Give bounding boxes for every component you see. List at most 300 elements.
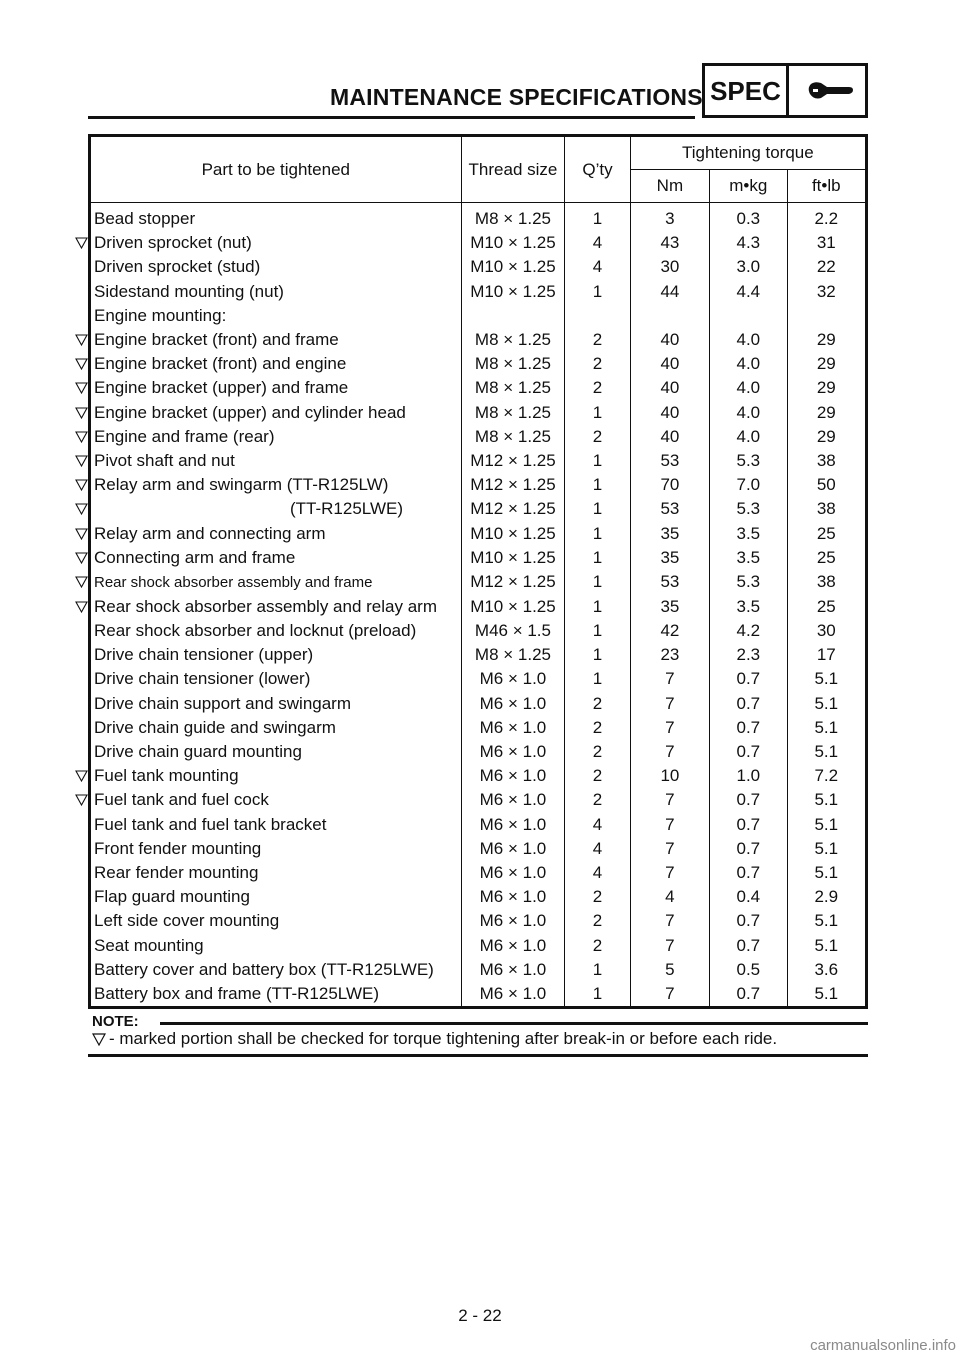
mkg-cell: 4.4 — [710, 280, 788, 304]
table-row — [90, 619, 867, 643]
table-row — [90, 280, 867, 304]
thread-cell: M6 × 1.0 — [461, 837, 565, 861]
table-row — [90, 231, 867, 255]
part-cell — [90, 885, 462, 909]
thread-cell: M12 × 1.25 — [461, 570, 565, 595]
qty-cell: 1 — [565, 958, 630, 982]
ftlb-cell: 30 — [787, 619, 866, 643]
qty-cell: 1 — [565, 497, 630, 521]
ftlb-cell: 29 — [787, 425, 866, 449]
ftlb-cell: 17 — [787, 643, 866, 667]
qty-cell: 1 — [565, 203, 630, 232]
thread-cell: M6 × 1.0 — [461, 933, 565, 957]
page-title: MAINTENANCE SPECIFICATIONS — [330, 84, 703, 110]
thread-cell: M6 × 1.0 — [461, 740, 565, 764]
thread-cell — [461, 304, 565, 328]
table-row — [90, 255, 867, 279]
col-header-ftlb: ft•lb — [787, 170, 866, 203]
note-text: - marked portion shall be checked for torque tightening after break-in or before each ride. — [109, 1029, 778, 1048]
part-cell — [90, 764, 462, 788]
mkg-cell: 0.7 — [710, 740, 788, 764]
nm-cell: 7 — [630, 788, 709, 812]
triangle-mark-icon — [75, 358, 87, 370]
qty-cell: 1 — [565, 595, 630, 619]
part-label: Battery box and frame (TT-R125LWE) — [94, 983, 380, 1003]
nm-cell: 7 — [630, 837, 709, 861]
thread-cell: M6 × 1.0 — [461, 813, 565, 837]
ftlb-cell: 5.1 — [787, 982, 866, 1008]
thread-cell: M6 × 1.0 — [461, 982, 565, 1008]
part-cell — [90, 473, 462, 497]
mkg-cell: 0.7 — [710, 692, 788, 716]
mkg-cell: 0.7 — [710, 909, 788, 933]
thread-cell: M6 × 1.0 — [461, 861, 565, 885]
mkg-cell: 4.2 — [710, 619, 788, 643]
triangle-mark-icon — [75, 794, 87, 806]
thread-cell: M8 × 1.25 — [461, 643, 565, 667]
part-label: Relay arm and swingarm (TT-R125LW) — [94, 475, 389, 495]
mkg-cell: 0.7 — [710, 837, 788, 861]
col-header-torque: Tightening torque — [630, 136, 866, 170]
qty-cell: 2 — [565, 692, 630, 716]
qty-cell: 2 — [565, 425, 630, 449]
ftlb-cell: 5.1 — [787, 813, 866, 837]
part-label: Fuel tank and fuel cock — [94, 790, 269, 810]
part-label: (TT-R125LWE) — [290, 499, 404, 519]
wrench-badge — [786, 63, 868, 118]
table-row — [90, 401, 867, 425]
thread-cell: M6 × 1.0 — [461, 716, 565, 740]
part-label: Battery cover and battery box (TT-R125LWE) — [94, 959, 434, 979]
qty-cell: 1 — [565, 521, 630, 545]
thread-cell: M8 × 1.25 — [461, 352, 565, 376]
mkg-cell: 4.0 — [710, 401, 788, 425]
qty-cell: 2 — [565, 885, 630, 909]
table-row — [90, 203, 867, 232]
ftlb-cell: 7.2 — [787, 764, 866, 788]
table-row — [90, 570, 867, 595]
mkg-cell: 7.0 — [710, 473, 788, 497]
nm-cell: 35 — [630, 595, 709, 619]
table-row — [90, 813, 867, 837]
part-label: Drive chain guide and swingarm — [94, 717, 336, 737]
nm-cell: 7 — [630, 667, 709, 691]
ftlb-cell: 38 — [787, 497, 866, 521]
ftlb-cell: 5.1 — [787, 909, 866, 933]
part-cell — [90, 692, 462, 716]
nm-cell: 10 — [630, 764, 709, 788]
nm-cell: 23 — [630, 643, 709, 667]
qty-cell: 4 — [565, 231, 630, 255]
triangle-mark-icon — [75, 382, 87, 394]
part-cell — [90, 280, 462, 304]
nm-cell: 30 — [630, 255, 709, 279]
ftlb-cell: 3.6 — [787, 958, 866, 982]
thread-cell: M10 × 1.25 — [461, 521, 565, 545]
table-row — [90, 595, 867, 619]
ftlb-cell: 5.1 — [787, 716, 866, 740]
triangle-mark-icon — [75, 528, 87, 540]
nm-cell: 40 — [630, 352, 709, 376]
table-row — [90, 982, 867, 1008]
triangle-mark-icon — [75, 601, 87, 613]
ftlb-cell: 29 — [787, 328, 866, 352]
triangle-mark-icon — [75, 770, 87, 782]
mkg-cell: 3.5 — [710, 595, 788, 619]
qty-cell: 1 — [565, 546, 630, 570]
qty-cell — [565, 304, 630, 328]
part-label: Relay arm and connecting arm — [94, 523, 326, 543]
table-row — [90, 473, 867, 497]
qty-cell: 1 — [565, 667, 630, 691]
part-cell — [90, 328, 462, 352]
ftlb-cell: 38 — [787, 570, 866, 595]
ftlb-cell: 29 — [787, 352, 866, 376]
triangle-mark-icon — [75, 576, 87, 588]
part-cell — [90, 861, 462, 885]
nm-cell — [630, 304, 709, 328]
mkg-cell: 3.0 — [710, 255, 788, 279]
thread-cell: M10 × 1.25 — [461, 255, 565, 279]
table-row — [90, 497, 867, 521]
nm-cell: 7 — [630, 740, 709, 764]
part-label: Seat mounting — [94, 935, 204, 955]
qty-cell: 2 — [565, 740, 630, 764]
col-header-thread: Thread size — [461, 136, 565, 203]
nm-cell: 35 — [630, 521, 709, 545]
table-row — [90, 425, 867, 449]
ftlb-cell: 2.9 — [787, 885, 866, 909]
qty-cell: 1 — [565, 643, 630, 667]
table-row — [90, 716, 867, 740]
part-label: Drive chain tensioner (lower) — [94, 669, 311, 689]
qty-cell: 1 — [565, 401, 630, 425]
part-cell — [90, 255, 462, 279]
qty-cell: 4 — [565, 837, 630, 861]
thread-cell: M6 × 1.0 — [461, 788, 565, 812]
mkg-cell: 1.0 — [710, 764, 788, 788]
mkg-cell: 2.3 — [710, 643, 788, 667]
qty-cell: 1 — [565, 473, 630, 497]
qty-cell: 2 — [565, 716, 630, 740]
part-cell — [90, 740, 462, 764]
nm-cell: 40 — [630, 376, 709, 400]
table-row — [90, 328, 867, 352]
mkg-cell: 0.7 — [710, 861, 788, 885]
thread-cell: M8 × 1.25 — [461, 401, 565, 425]
ftlb-cell: 5.1 — [787, 933, 866, 957]
note-rule — [160, 1022, 868, 1025]
note-rule-bottom — [88, 1054, 868, 1057]
thread-cell: M8 × 1.25 — [461, 203, 565, 232]
nm-cell: 44 — [630, 280, 709, 304]
nm-cell: 7 — [630, 716, 709, 740]
ftlb-cell — [787, 304, 866, 328]
table-row — [90, 376, 867, 400]
triangle-mark-icon — [75, 407, 87, 419]
thread-cell: M10 × 1.25 — [461, 280, 565, 304]
thread-cell: M10 × 1.25 — [461, 231, 565, 255]
mkg-cell: 0.7 — [710, 716, 788, 740]
part-cell — [90, 497, 462, 521]
mkg-cell: 0.7 — [710, 813, 788, 837]
part-cell — [90, 716, 462, 740]
torque-table — [88, 134, 868, 1009]
qty-cell: 2 — [565, 909, 630, 933]
part-label: Drive chain support and swingarm — [94, 693, 352, 713]
table-row — [90, 449, 867, 473]
table-row — [90, 837, 867, 861]
part-cell — [90, 619, 462, 643]
qty-cell: 2 — [565, 764, 630, 788]
thread-cell: M12 × 1.25 — [461, 497, 565, 521]
thread-cell: M6 × 1.0 — [461, 692, 565, 716]
nm-cell: 70 — [630, 473, 709, 497]
part-label: Fuel tank mounting — [94, 766, 239, 786]
part-cell — [90, 982, 462, 1008]
part-cell — [90, 788, 462, 812]
mkg-cell: 3.5 — [710, 521, 788, 545]
part-label: Pivot shaft and nut — [94, 450, 235, 470]
mkg-cell: 0.5 — [710, 958, 788, 982]
ftlb-cell: 22 — [787, 255, 866, 279]
table-row — [90, 692, 867, 716]
qty-cell: 2 — [565, 328, 630, 352]
part-cell — [90, 958, 462, 982]
ftlb-cell: 5.1 — [787, 837, 866, 861]
ftlb-cell: 25 — [787, 521, 866, 545]
part-label: Drive chain guard mounting — [94, 742, 302, 762]
nm-cell: 40 — [630, 328, 709, 352]
page-number: 2 - 22 — [458, 1306, 502, 1325]
mkg-cell: 0.7 — [710, 788, 788, 812]
nm-cell: 43 — [630, 231, 709, 255]
thread-cell: M6 × 1.0 — [461, 958, 565, 982]
triangle-mark-icon — [75, 503, 87, 515]
spec-badge: SPEC — [702, 63, 789, 118]
nm-cell: 7 — [630, 861, 709, 885]
thread-cell: M12 × 1.25 — [461, 449, 565, 473]
part-cell — [90, 546, 462, 570]
table-row — [90, 521, 867, 545]
part-cell — [90, 595, 462, 619]
part-cell — [90, 376, 462, 400]
ftlb-cell: 32 — [787, 280, 866, 304]
mkg-cell: 0.7 — [710, 667, 788, 691]
mkg-cell: 0.3 — [710, 203, 788, 232]
thread-cell: M6 × 1.0 — [461, 885, 565, 909]
thread-cell: M6 × 1.0 — [461, 764, 565, 788]
part-label: Drive chain tensioner (upper) — [94, 645, 314, 665]
part-cell — [90, 231, 462, 255]
table-row — [90, 909, 867, 933]
thread-cell: M6 × 1.0 — [461, 667, 565, 691]
ftlb-cell: 5.1 — [787, 861, 866, 885]
qty-cell: 1 — [565, 280, 630, 304]
part-label: Driven sprocket (nut) — [94, 233, 252, 253]
mkg-cell: 5.3 — [710, 497, 788, 521]
part-label: Rear shock absorber assembly and relay arm — [94, 596, 437, 616]
nm-cell: 5 — [630, 958, 709, 982]
triangle-mark-icon — [75, 455, 87, 467]
nm-cell: 40 — [630, 425, 709, 449]
part-label: Engine bracket (front) and frame — [94, 330, 339, 350]
part-label: Flap guard mounting — [94, 887, 250, 907]
part-cell — [90, 643, 462, 667]
part-label: Engine mounting: — [94, 305, 227, 325]
part-cell — [90, 667, 462, 691]
triangle-mark-icon — [75, 431, 87, 443]
part-cell — [90, 449, 462, 473]
ftlb-cell: 5.1 — [787, 667, 866, 691]
table-row — [90, 546, 867, 570]
table-row — [90, 861, 867, 885]
qty-cell: 4 — [565, 813, 630, 837]
part-label: Sidestand mounting (nut) — [94, 281, 284, 301]
thread-cell: M6 × 1.0 — [461, 909, 565, 933]
ftlb-cell: 50 — [787, 473, 866, 497]
qty-cell: 2 — [565, 788, 630, 812]
table-row — [90, 958, 867, 982]
note-label: NOTE: — [92, 1013, 139, 1030]
thread-cell: M46 × 1.5 — [461, 619, 565, 643]
part-cell — [90, 521, 462, 545]
triangle-mark-icon — [92, 1033, 106, 1046]
nm-cell: 35 — [630, 546, 709, 570]
ftlb-cell: 2.2 — [787, 203, 866, 232]
part-label: Engine bracket (upper) and cylinder head — [94, 402, 406, 422]
nm-cell: 7 — [630, 692, 709, 716]
triangle-mark-icon — [75, 334, 87, 346]
thread-cell: M10 × 1.25 — [461, 546, 565, 570]
table-row — [90, 933, 867, 957]
nm-cell: 7 — [630, 909, 709, 933]
mkg-cell: 5.3 — [710, 570, 788, 595]
part-cell — [90, 304, 462, 328]
part-label: Driven sprocket (stud) — [94, 257, 261, 277]
nm-cell: 4 — [630, 885, 709, 909]
mkg-cell: 5.3 — [710, 449, 788, 473]
thread-cell: M8 × 1.25 — [461, 425, 565, 449]
mkg-cell: 0.7 — [710, 933, 788, 957]
qty-cell: 1 — [565, 619, 630, 643]
wrench-icon — [805, 78, 855, 106]
table-row — [90, 885, 867, 909]
part-label: Rear fender mounting — [94, 862, 259, 882]
qty-cell: 2 — [565, 376, 630, 400]
table-row — [90, 643, 867, 667]
table-row — [90, 740, 867, 764]
mkg-cell: 0.7 — [710, 982, 788, 1008]
nm-cell: 7 — [630, 933, 709, 957]
table-row — [90, 304, 867, 328]
nm-cell: 53 — [630, 497, 709, 521]
mkg-cell: 4.0 — [710, 328, 788, 352]
part-cell — [90, 352, 462, 376]
nm-cell: 3 — [630, 203, 709, 232]
part-label: Bead stopper — [94, 209, 196, 229]
nm-cell: 53 — [630, 449, 709, 473]
nm-cell: 40 — [630, 401, 709, 425]
ftlb-cell: 38 — [787, 449, 866, 473]
ftlb-cell: 5.1 — [787, 740, 866, 764]
thread-cell: M12 × 1.25 — [461, 473, 565, 497]
part-label: Engine and frame (rear) — [94, 426, 275, 446]
part-cell — [90, 203, 462, 232]
triangle-mark-icon — [75, 552, 87, 564]
col-header-qty: Q’ty — [565, 136, 630, 203]
part-cell — [90, 909, 462, 933]
part-label: Left side cover mounting — [94, 911, 280, 931]
part-label: Connecting arm and frame — [94, 547, 296, 567]
thread-cell: M8 × 1.25 — [461, 376, 565, 400]
mkg-cell: 3.5 — [710, 546, 788, 570]
ftlb-cell: 5.1 — [787, 692, 866, 716]
nm-cell: 7 — [630, 813, 709, 837]
mkg-cell — [710, 304, 788, 328]
part-label: Fuel tank and fuel tank bracket — [94, 814, 327, 834]
ftlb-cell: 29 — [787, 401, 866, 425]
qty-cell: 2 — [565, 933, 630, 957]
part-label: Rear shock absorber assembly and frame — [94, 573, 373, 591]
part-cell — [90, 425, 462, 449]
mkg-cell: 4.0 — [710, 376, 788, 400]
note — [92, 1029, 777, 1049]
part-label: Front fender mounting — [94, 838, 262, 858]
header-rule — [88, 116, 695, 119]
qty-cell: 1 — [565, 449, 630, 473]
qty-cell: 4 — [565, 861, 630, 885]
qty-cell: 1 — [565, 982, 630, 1008]
table-row — [90, 667, 867, 691]
watermark: carmanualsonline.info — [810, 1337, 956, 1354]
part-label: Engine bracket (upper) and frame — [94, 378, 349, 398]
col-header-nm: Nm — [630, 170, 709, 203]
part-label: Engine bracket (front) and engine — [94, 354, 347, 374]
ftlb-cell: 25 — [787, 595, 866, 619]
part-cell — [90, 570, 462, 595]
ftlb-cell: 25 — [787, 546, 866, 570]
qty-cell: 1 — [565, 570, 630, 595]
thread-cell: M10 × 1.25 — [461, 595, 565, 619]
ftlb-cell: 31 — [787, 231, 866, 255]
mkg-cell: 0.4 — [710, 885, 788, 909]
table-row — [90, 764, 867, 788]
ftlb-cell: 5.1 — [787, 788, 866, 812]
part-cell — [90, 813, 462, 837]
thread-cell: M8 × 1.25 — [461, 328, 565, 352]
nm-cell: 53 — [630, 570, 709, 595]
ftlb-cell: 29 — [787, 376, 866, 400]
table-row — [90, 788, 867, 812]
nm-cell: 7 — [630, 982, 709, 1008]
part-cell — [90, 933, 462, 957]
mkg-cell: 4.3 — [710, 231, 788, 255]
col-header-part: Part to be tightened — [90, 136, 462, 203]
part-label: Rear shock absorber and locknut (preload) — [94, 621, 417, 641]
table-row — [90, 352, 867, 376]
qty-cell: 2 — [565, 352, 630, 376]
nm-cell: 42 — [630, 619, 709, 643]
mkg-cell: 4.0 — [710, 425, 788, 449]
triangle-mark-icon — [75, 237, 87, 249]
triangle-mark-icon — [75, 479, 87, 491]
part-cell — [90, 837, 462, 861]
qty-cell: 4 — [565, 255, 630, 279]
mkg-cell: 4.0 — [710, 352, 788, 376]
col-header-mkg: m•kg — [710, 170, 788, 203]
part-cell — [90, 401, 462, 425]
